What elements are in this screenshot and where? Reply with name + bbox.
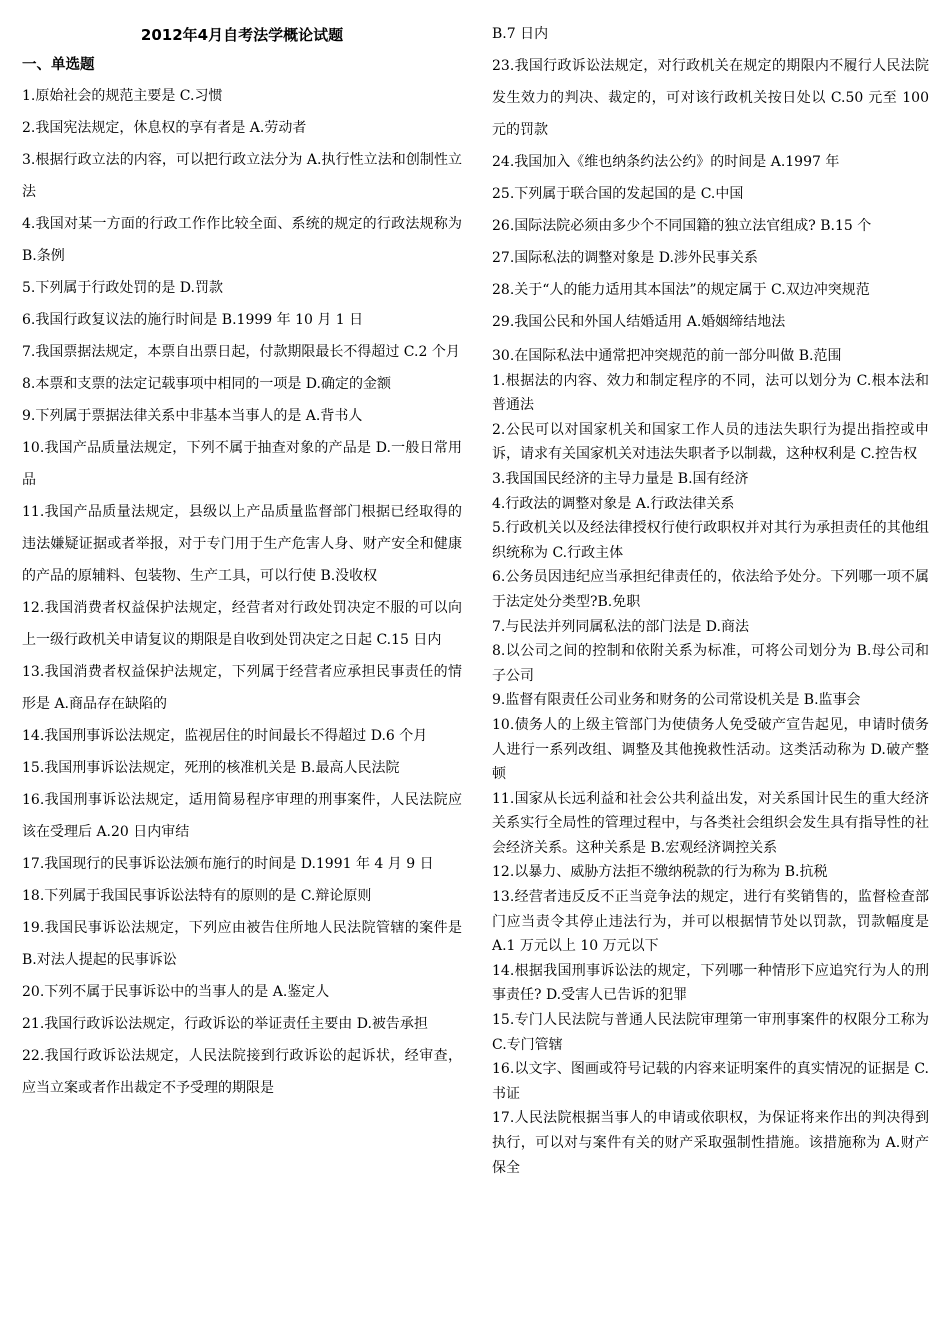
question-item: 9.监督有限责任公司业务和财务的公司常设机关是 B.监事会 [492,692,861,709]
question-item: 29.我国公民和外国人结婚适用 A.婚姻缔结地法 [492,314,786,330]
question-item: 2.公民可以对国家机关和国家工作人员的违法失职行为提出指控或申诉，请求有关国家机关对违法失职者予以制裁，这种权利是 C.控告权 [492,421,929,463]
question-item: 7.与民法并列同属私法的部门法是 D.商法 [492,618,749,635]
question-item: 7.我国票据法规定，本票自出票日起，付款期限最长不得超过 C.2 个月 [22,344,460,360]
question-item: 8.本票和支票的法定记载事项中相同的一项是 D.确定的金额 [22,376,391,392]
question-item: 12.我国消费者权益保护法规定，经营者对行政处罚决定不服的可以向上一级行政机关申请复议的期限是自收到处罚决定之日起 C.15 日内 [22,600,462,648]
question-item: 11.我国产品质量法规定，县级以上产品质量监督部门根据已经取得的违法嫌疑证据或者举报，对于专门用于生产危害人身、财产安全和健康的产品的原辅料、包装物、生产工具，可以行使 B.没收权 [22,504,462,584]
question-item: 26.国际法院必须由多少个不同国籍的独立法官组成? B.15 个 [492,218,872,234]
question-item: 13.经营者违反反不正当竞争法的规定，进行有奖销售的，监督检查部门应当责令其停止违法行为，并可以根据情节处以罚款，罚款幅度是 A.1 万元以上 10 万元以下 [492,889,929,955]
question-item: 16.以文字、图画或符号记载的内容来证明案件的真实情况的证据是 C.书证 [492,1061,929,1102]
question-item: 10.债务人的上级主管部门为使债务人免受破产宣告起见，申请时债务人进行一系列改组、调整及其他挽救性活动。这类活动称为 D.破产整顿 [492,716,929,783]
document-title: 2012年4月自考法学概论试题 [140,26,344,44]
question-item: 13.我国消费者权益保护法规定，下列属于经营者应承担民事责任的情形是 A.商品存在缺陷的 [22,664,462,712]
right-column [492,18,929,1180]
question-item: 19.我国民事诉讼法规定，下列应由被告住所地人民法院管辖的案件是 B.对法人提起的民事诉讼 [22,920,462,968]
question-item: 15.专门人民法院与普通人民法院审理第一审刑事案件的权限分工称为 C.专门管辖 [492,1012,929,1053]
question-item: 24.我国加入《维也纳条约法公约》的时间是 A.1997 年 [492,154,840,170]
question-item: 4.我国对某一方面的行政工作作比较全面、系统的规定的行政法规称为 B.条例 [22,216,462,264]
question-item: B.7 日内 [492,26,549,42]
question-item: 11.国家从长远利益和社会公共利益出发，对关系国计民生的重大经济关系实行全局性的管理过程中，与各类社会组织会发生具有指导性的社会经济关系。这种关系是 B.宏观经济调控关系 [492,790,929,856]
question-item: 15.我国刑事诉讼法规定，死刑的核准机关是 B.最高人民法院 [22,760,400,776]
question-item: 12.以暴力、威胁方法拒不缴纳税款的行为称为 B.抗税 [492,864,828,881]
section-heading: 一、单选题 [22,57,95,73]
question-item: 27.国际私法的调整对象是 D.涉外民事关系 [492,250,758,266]
question-item: 3.根据行政立法的内容，可以把行政立法分为 A.执行性立法和创制性立法 [22,152,462,200]
question-item: 23.我国行政诉讼法规定，对行政机关在规定的期限内不履行人民法院发生效力的判决、裁定的，可对该行政机关按日处以 C.50 元至 100 元的罚款 [492,58,929,138]
question-item: 1.原始社会的规范主要是 C.习惯 [22,88,223,104]
question-item: 9.下列属于票据法律关系中非基本当事人的是 A.背书人 [22,408,363,424]
question-item: 6.公务员因违纪应当承担纪律责任的，依法给予处分。下列哪一项不属于法定处分类型?B.免职 [492,569,929,610]
question-item: 1.根据法的内容、效力和制定程序的不同，法可以划分为 C.根本法和普通法 [492,372,929,414]
question-item: 20.下列不属于民事诉讼中的当事人的是 A.鉴定人 [22,984,330,1000]
question-item: 18.下列属于我国民事诉讼法特有的原则的是 C.辩论原则 [22,888,372,904]
question-item: 30.在国际私法中通常把冲突规范的前一部分叫做 B.范围 [492,348,842,364]
question-item: 17.人民法院根据当事人的申请或依职权，为保证将来作出的判决得到执行，可以对与案件有关的财产采取强制性措施。该措施称为 A.财产保全 [492,1110,929,1176]
question-item: 5.行政机关以及经法律授权行使行政职权并对其行为承担责任的其他组织统称为 C.行政主体 [492,520,929,561]
question-item: 28.关于“人的能力适用其本国法”的规定属于 C.双边冲突规范 [492,282,870,298]
question-item: 25.下列属于联合国的发起国的是 C.中国 [492,186,744,202]
question-item: 14.我国刑事诉讼法规定，监视居住的时间最长不得超过 D.6 个月 [22,728,428,744]
question-item: 8.以公司之间的控制和依附关系为标准，可将公司划分为 B.母公司和子公司 [492,643,929,684]
question-item: 16.我国刑事诉讼法规定，适用简易程序审理的刑事案件，人民法院应该在受理后 A.20 日内审结 [22,792,462,840]
question-item: 5.下列属于行政处罚的是 D.罚款 [22,280,223,296]
question-item: 14.根据我国刑事诉讼法的规定，下列哪一种情形下应追究行为人的刑事责任? D.受害人已告诉的犯罪 [492,962,929,1004]
question-item: 21.我国行政诉讼法规定，行政诉讼的举证责任主要由 D.被告承担 [22,1016,428,1032]
question-item: 10.我国产品质量法规定，下列不属于抽查对象的产品是 D.一般日常用品 [22,440,462,488]
question-item: 3.我国国民经济的主导力量是 B.国有经济 [492,470,749,487]
left-column [22,18,462,1104]
question-item: 4.行政法的调整对象是 A.行政法律关系 [492,495,735,512]
question-item: 6.我国行政复议法的施行时间是 B.1999 年 10 月 1 日 [22,312,364,328]
question-item: 22.我国行政诉讼法规定，人民法院接到行政诉讼的起诉状，经审查，应当立案或者作出裁定不予受理的期限是 [22,1048,462,1096]
question-item: 2.我国宪法规定，休息权的享有者是 A.劳动者 [22,120,307,136]
question-item: 17.我国现行的民事诉讼法颁布施行的时间是 D.1991 年 4 月 9 日 [22,856,434,872]
